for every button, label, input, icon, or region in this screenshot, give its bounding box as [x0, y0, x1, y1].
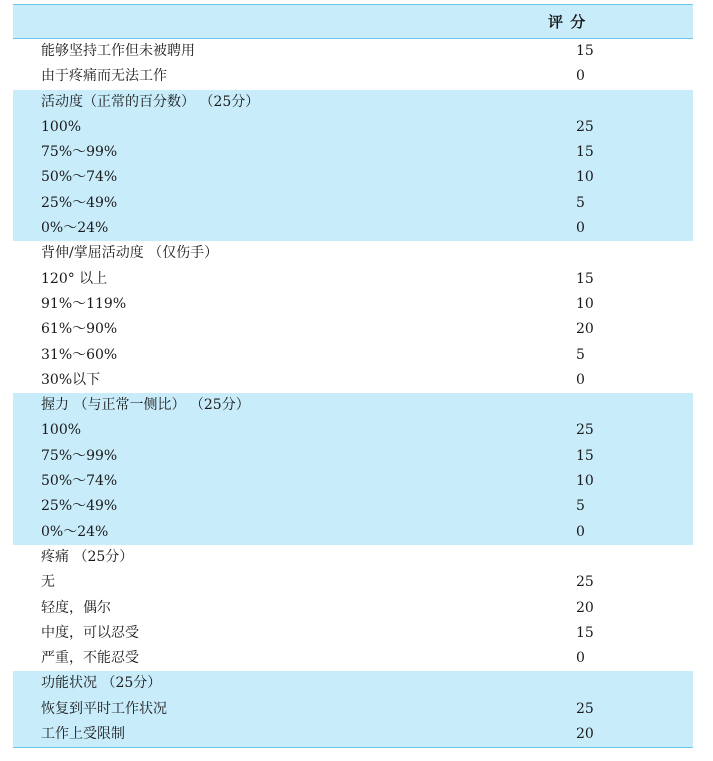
row-label: 30%以下: [41, 371, 101, 388]
table-row: [13, 267, 693, 292]
table-row: [13, 671, 693, 696]
row-label: 能够坚持工作但未被聘用: [41, 43, 195, 59]
table-row: [13, 545, 693, 570]
row-score: 5: [576, 498, 585, 515]
row-score: 10: [576, 295, 594, 312]
row-label: 由于疼痛而无法工作: [41, 68, 167, 85]
table-row: [13, 444, 693, 469]
row-score: 0: [576, 68, 585, 85]
table-row: [13, 418, 693, 443]
table-row: [13, 317, 693, 342]
row-label: 轻度，偶尔: [41, 599, 111, 616]
row-label: 31%～60%: [41, 346, 118, 363]
row-score: 0: [576, 650, 585, 667]
row-label: 91%～119%: [41, 295, 127, 312]
table-row: [13, 596, 693, 621]
row-score: 25: [576, 574, 594, 591]
row-score: 15: [576, 624, 594, 641]
row-score: 0: [576, 371, 585, 388]
row-score: 20: [576, 321, 594, 338]
row-label: 功能状况 （25分）: [41, 675, 162, 692]
row-label: 75%～99%: [41, 144, 118, 161]
row-score: 15: [576, 43, 594, 59]
row-score: 0: [576, 523, 585, 540]
row-label: 100%: [41, 118, 82, 135]
row-score: 15: [576, 270, 594, 287]
score-column-header: 评 分: [548, 13, 587, 31]
row-label: 背伸/掌屈活动度 （仅伤手）: [41, 245, 219, 262]
row-label: 75%～99%: [41, 447, 118, 464]
table-body: [13, 39, 693, 747]
row-label: 握力 （与正常一侧比） （25分）: [41, 397, 250, 414]
table-row: [13, 216, 693, 241]
table-row: [13, 570, 693, 595]
table-row: [13, 368, 693, 393]
row-label: 25%～49%: [41, 194, 118, 211]
table-row: [13, 697, 693, 722]
table-row: [13, 343, 693, 368]
table-row: [13, 520, 693, 545]
row-label: 120° 以上: [41, 270, 108, 287]
table-row: [13, 469, 693, 494]
table-row: [13, 621, 693, 646]
row-label: 0%～24%: [41, 523, 109, 540]
table-row: [13, 646, 693, 671]
row-label: 严重，不能忍受: [41, 650, 139, 667]
row-score: 25: [576, 118, 594, 135]
row-label: 恢复到平时工作状况: [41, 700, 167, 717]
table-row: [13, 393, 693, 418]
row-score: 15: [576, 144, 594, 161]
row-label: 活动度（正常的百分数） （25分）: [41, 93, 260, 110]
row-label: 61%～90%: [41, 321, 118, 338]
row-label: 疼痛 （25分）: [41, 548, 134, 565]
table-row: [13, 241, 693, 266]
row-label: 50%～74%: [41, 169, 118, 186]
table-row: [13, 722, 693, 747]
row-label: 50%～74%: [41, 473, 118, 490]
row-score: 5: [576, 346, 585, 363]
row-score: 10: [576, 169, 594, 186]
row-label: 0%～24%: [41, 220, 109, 237]
row-score: 25: [576, 422, 594, 439]
row-score: 20: [576, 726, 594, 743]
table-row: [13, 115, 693, 140]
row-score: 15: [576, 447, 594, 464]
row-label: 25%～49%: [41, 498, 118, 515]
bottom-rule: [13, 747, 693, 748]
row-score: 25: [576, 700, 594, 717]
row-label: 100%: [41, 422, 82, 439]
score-table: [13, 4, 693, 748]
table-row: [13, 292, 693, 317]
row-score: 0: [576, 220, 585, 237]
table-row: [13, 191, 693, 216]
row-score: 10: [576, 473, 594, 490]
table-row: [13, 494, 693, 519]
row-score: 20: [576, 599, 594, 616]
row-score: 5: [576, 194, 585, 211]
row-label: 无: [41, 574, 55, 591]
table-row: [13, 140, 693, 165]
table-header: [13, 4, 693, 39]
table-row: [13, 64, 693, 89]
row-label: 中度，可以忍受: [41, 624, 139, 641]
table-row: [13, 165, 693, 190]
table-row: [13, 39, 693, 64]
row-label: 工作上受限制: [41, 726, 125, 743]
table-row: [13, 90, 693, 115]
